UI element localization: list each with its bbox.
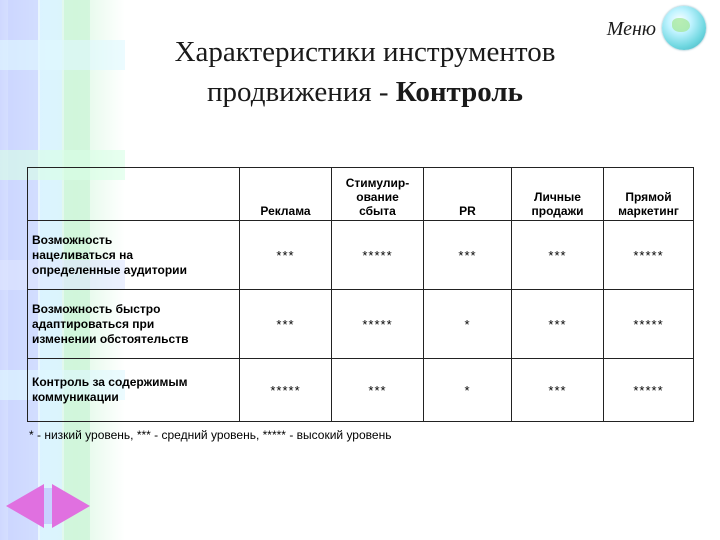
table-cell: ***	[332, 359, 424, 422]
page-title	[120, 32, 610, 112]
column-header: Стимулир- ование сбыта	[332, 168, 424, 221]
prev-slide-icon[interactable]	[6, 484, 44, 528]
title-line-2	[120, 72, 610, 112]
column-header: Реклама	[240, 168, 332, 221]
nav-divider	[44, 488, 52, 524]
row-label: Возможность нацеливаться на определенные аудитории	[28, 221, 240, 290]
header-corner	[28, 168, 240, 221]
table-cell: ***	[512, 359, 604, 422]
title-line-2-bold: Контроль	[395, 76, 523, 108]
column-header: Прямой маркетинг	[604, 168, 694, 221]
comparison-table	[27, 167, 694, 422]
table-cell: *	[424, 359, 512, 422]
table-cell: ***	[512, 290, 604, 359]
globe-icon[interactable]	[662, 6, 706, 50]
title-line-1: Характеристики инструментов	[174, 36, 556, 68]
table-row	[28, 359, 694, 422]
table-row	[28, 221, 694, 290]
table-cell: *****	[332, 290, 424, 359]
table-cell: *****	[604, 221, 694, 290]
rating-legend: * - низкий уровень, *** - средний уровень, ***** - высокий уровень	[29, 428, 392, 442]
row-label: Контроль за содержимым коммуникации	[28, 359, 240, 422]
table-cell: *****	[332, 221, 424, 290]
table-cell: ***	[240, 221, 332, 290]
column-header: Личные продажи	[512, 168, 604, 221]
table-cell: *	[424, 290, 512, 359]
table-cell: ***	[512, 221, 604, 290]
table-cell: ***	[424, 221, 512, 290]
table-cell: *****	[604, 290, 694, 359]
table-row	[28, 290, 694, 359]
menu-link[interactable]: Меню	[606, 18, 656, 40]
header-row	[28, 168, 694, 221]
next-slide-icon[interactable]	[52, 484, 90, 528]
table-cell: *****	[240, 359, 332, 422]
column-header: PR	[424, 168, 512, 221]
title-line-2-plain: продвижения -	[207, 76, 396, 108]
table-cell: *****	[604, 359, 694, 422]
table-cell: ***	[240, 290, 332, 359]
row-label: Возможность быстро адаптироваться при изменении обстоятельств	[28, 290, 240, 359]
slide-navigation	[6, 484, 92, 528]
